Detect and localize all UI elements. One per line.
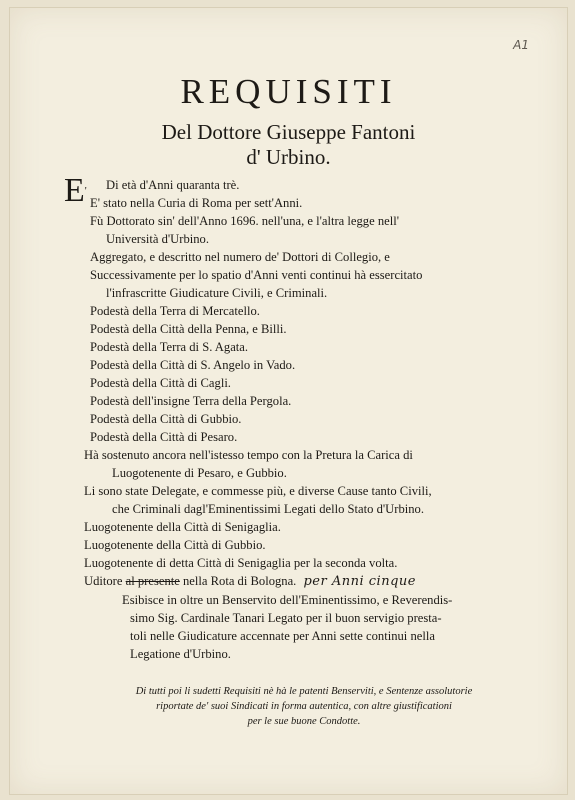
text-line: Università d'Urbino. <box>106 232 210 246</box>
footer-note <box>84 684 524 729</box>
text-line: Fù Dottorato sin' dell'Anno 1696. nell'una, e l'altra legge nell' <box>90 214 399 228</box>
footer-line: riportate de' suoi Sindicati in forma autentica, con altre giustificationi <box>156 701 452 712</box>
drop-cap: E' <box>64 172 87 209</box>
handwritten-annotation: per Anni cinque <box>303 574 416 589</box>
uditore-line <box>84 572 540 591</box>
text-line: Podestà della Città di S. Angelo in Vado. <box>90 358 296 372</box>
struck-text: al presente <box>125 574 180 588</box>
text-line: Podestà della Terra di Mercatello. <box>90 304 260 318</box>
document-page <box>10 8 567 794</box>
text-line: simo Sig. Cardinale Tanari Legato per il buon servigio presta- <box>130 611 442 625</box>
text-line: Luogotenente di Pesaro, e Gubbio. <box>112 466 287 480</box>
text-line: Aggregato, e descritto nel numero de' Dottori di Collegio, e <box>90 250 390 264</box>
text-line: Li sono state Delegate, e commesse più, e diverse Cause tanto Civili, <box>84 484 432 498</box>
text-line: Podestà della Terra di S. Agata. <box>90 340 249 354</box>
text-line: Hà sostenuto ancora nell'istesso tempo con la Pretura la Carica di <box>84 448 413 462</box>
text-line: Di età d'Anni quaranta trè. <box>106 178 240 192</box>
text-line: Luogotenente della Città di Gubbio. <box>84 538 266 552</box>
text-line: Legatione d'Urbino. <box>130 647 231 661</box>
text-line: Esibisce in oltre un Benservito dell'Eminentissimo, e Reverendis- <box>122 593 453 607</box>
requirements-list <box>64 172 540 663</box>
uditore-prefix: Uditore <box>84 574 123 588</box>
subtitle-line-2: d' Urbino. <box>246 145 331 169</box>
text-line: Luogotenente di detta Città di Senigaglia per la seconda volta. <box>84 556 398 570</box>
document-subtitle <box>10 120 567 170</box>
text-line: Luogotenente della Città di Senigaglia. <box>84 520 281 534</box>
text-line: Podestà della Città di Pesaro. <box>90 430 238 444</box>
uditore-suffix: nella Rota di Bologna. <box>183 574 297 588</box>
text-line: Podestà dell'insigne Terra della Pergola. <box>90 394 292 408</box>
text-line: l'infrascritte Giudicature Civili, e Criminali. <box>106 286 328 300</box>
footer-line: Di tutti poi li sudetti Requisiti nè hà le patenti Benserviti, e Sentenze assolutorie <box>135 686 473 697</box>
text-line: Podestà della Città di Gubbio. <box>90 412 242 426</box>
text-line: toli nelle Giudicature accennate per Anni sette continui nella <box>130 629 435 643</box>
text-line: Podestà della Città di Cagli. <box>90 376 231 390</box>
text-line: che Criminali dagl'Eminentissimi Legati dello Stato d'Urbino. <box>112 502 424 516</box>
text-line: E' stato nella Curia di Roma per sett'Anni. <box>90 196 303 210</box>
document-title: REQUISITI <box>180 72 397 111</box>
text-line: Podestà della Città della Penna, e Billi. <box>90 322 287 336</box>
subtitle-line-1: Del Dottore Giuseppe Fantoni <box>161 120 416 144</box>
footer-line: per le sue buone Condotte. <box>247 716 361 727</box>
text-line: Successivamente per lo spatio d'Anni venti continui hà essercitato <box>90 268 423 282</box>
archive-mark: A1 <box>513 38 529 52</box>
